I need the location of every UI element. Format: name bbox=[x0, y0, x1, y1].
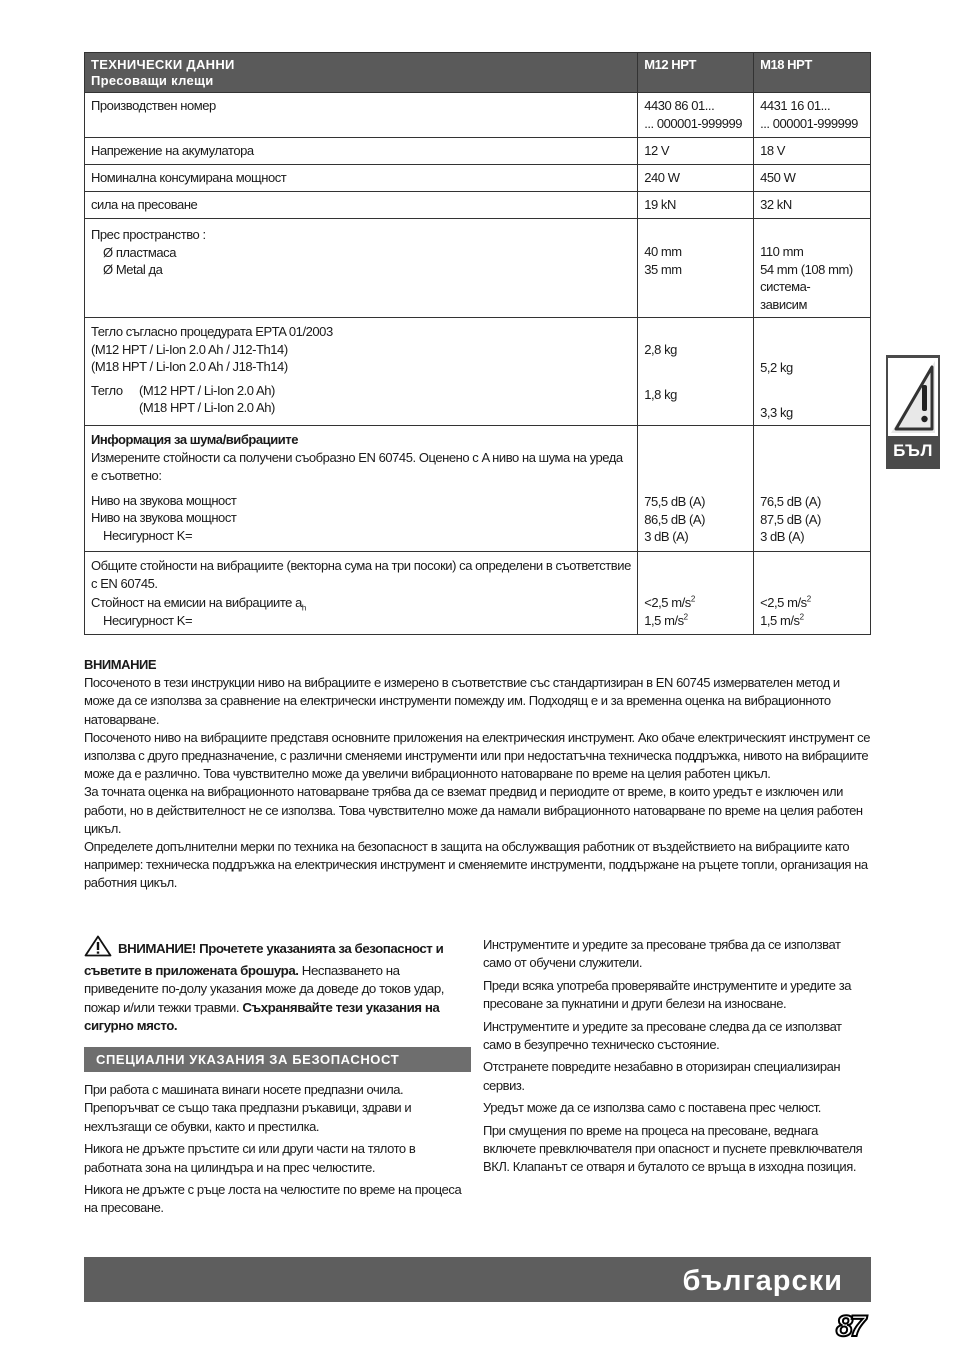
press-space-m18-note2: зависим bbox=[760, 296, 807, 312]
press-space-m18-note1: система- bbox=[760, 279, 811, 294]
noise-line3: Несигурност K= bbox=[103, 527, 193, 543]
row-value-m12 bbox=[638, 93, 754, 138]
column-header-m18: M18 HPT bbox=[754, 53, 871, 93]
press-space-m18-metal: 54 mm (108 mm) bbox=[760, 261, 853, 277]
vibration-m12-1-sup: 2 bbox=[690, 594, 695, 604]
row-value-m12: 240 W bbox=[638, 165, 754, 192]
vibration-m12-1-text: <2,5 m/s bbox=[644, 595, 691, 610]
noise-m12-2: 86,5 dB (A) bbox=[644, 511, 705, 527]
table-row bbox=[85, 192, 871, 219]
weight-line1: Тегло съгласно процедурата EPTA 01/2003 bbox=[91, 324, 333, 339]
table-row bbox=[85, 318, 871, 426]
noise-line2: Ниво на звукова мощност bbox=[91, 510, 237, 525]
column-header-m12: M12 HPT bbox=[638, 53, 754, 93]
table-subtitle: Пресоващи клещи bbox=[91, 73, 214, 88]
safety-left-column bbox=[84, 1081, 472, 1222]
noise-m12-1: 75,5 dB (A) bbox=[644, 494, 705, 509]
row-value-m18 bbox=[754, 219, 871, 318]
row-label bbox=[85, 219, 638, 318]
vibration-intro: Общите стойности на вибрациите (векторна сума на три посоки) са определени в съответствие с EN 60745. bbox=[91, 558, 631, 591]
safety-paragraph: При работа с машината винаги носете предпазни очила. Препоръчват се също така предпазни ръкавици, здрави и нехлъзгащи се обувки, както и престилка. bbox=[84, 1082, 412, 1134]
safety-warning-text bbox=[84, 935, 472, 1035]
vibration-m18-2-sup: 2 bbox=[799, 612, 804, 622]
language-side-tab bbox=[886, 355, 940, 469]
vibration-line1-text: Стойност на емисии на вибрациите a bbox=[91, 595, 302, 610]
row-value-m18 bbox=[754, 318, 871, 426]
vibration-notice bbox=[84, 656, 871, 893]
table-row bbox=[85, 138, 871, 165]
technical-data-table bbox=[84, 52, 871, 635]
vibration-line1 bbox=[91, 594, 631, 612]
notice-heading: ВНИМАНИЕ bbox=[84, 657, 157, 672]
vibration-m12-1 bbox=[644, 594, 747, 612]
table-header-row bbox=[85, 53, 871, 93]
safety-paragraph: Уредът може да се използва само с поставена прес челюст. bbox=[483, 1100, 821, 1116]
vibration-m18-2-text: 1,5 m/s bbox=[760, 612, 800, 628]
row-label: Номинална консумирана мощност bbox=[85, 165, 638, 192]
safety-paragraph: Отстранете повредите незабавно в оторизиран специализиран сервиз. bbox=[483, 1059, 841, 1093]
safety-paragraph: Никога не дръжте с ръце лоста на челюстите по време на процеса на пресоване. bbox=[84, 1182, 462, 1216]
row-value-m12 bbox=[638, 426, 754, 552]
vibration-m18-2 bbox=[760, 612, 864, 630]
weight-m12-tool: 1,8 kg bbox=[644, 386, 677, 402]
row-value-m18: 18 V bbox=[754, 138, 871, 165]
press-space-m12-metal: 35 mm bbox=[644, 261, 682, 277]
noise-heading: Информация за шума/вибрациите bbox=[91, 432, 298, 447]
table-row bbox=[85, 93, 871, 138]
weight-m12-epta: 2,8 kg bbox=[644, 342, 677, 357]
row-value-m18 bbox=[754, 552, 871, 635]
row-label bbox=[85, 552, 638, 635]
safety-paragraph: Инструментите и уредите за пресоване трябва да се използват само от обучени служители. bbox=[483, 937, 841, 971]
table-row bbox=[85, 552, 871, 635]
safety-right-column bbox=[483, 936, 871, 1181]
press-space-m18-plastic: 110 mm bbox=[760, 244, 804, 259]
noise-m12-3: 3 dB (A) bbox=[644, 529, 689, 544]
press-space-label: Прес пространство : bbox=[91, 227, 206, 242]
row-value-m12 bbox=[638, 318, 754, 426]
row-value-m18 bbox=[754, 93, 871, 138]
safety-paragraph: Инструментите и уредите за пресоване следва да се използват само в безупречно техническо състояние. bbox=[483, 1018, 842, 1053]
weight-m18-epta: 5,2 kg bbox=[760, 360, 793, 375]
serial-m18-line2: ... 000001-999999 bbox=[760, 115, 858, 131]
serial-m12-line2: ... 000001-999999 bbox=[644, 115, 743, 131]
language-code: БЪЛ bbox=[893, 441, 933, 460]
weight-m18-tool: 3,3 kg bbox=[760, 404, 793, 420]
serial-m18-line1: 4431 16 01... bbox=[760, 98, 831, 113]
weight-line2: (M12 HPT / Li-Ion 2.0 Ah / J12-Th14) bbox=[91, 341, 288, 357]
press-space-m12-plastic: 40 mm bbox=[644, 244, 682, 259]
noise-m18-3: 3 dB (A) bbox=[760, 529, 805, 544]
safety-warning bbox=[84, 935, 472, 1039]
row-label: Напрежение на акумулатора bbox=[85, 138, 638, 165]
vibration-m12-2 bbox=[644, 612, 747, 630]
vibration-m12-2-sup: 2 bbox=[683, 612, 688, 622]
vibration-line1-sub: h bbox=[301, 603, 306, 613]
vibration-m18-1 bbox=[760, 594, 864, 612]
notice-paragraph: За точната оценка на вибрационното натоварване трябва да се вземат предвид и периодите от време, в които уредът е изключен или работи, но в действителност не се използва. Това чувствително може да намали вибрационното натоварване по време на целия работен цикъл. bbox=[84, 784, 863, 836]
page-number: 87 bbox=[836, 1310, 864, 1343]
vibration-m18-1-text: <2,5 m/s bbox=[760, 595, 807, 610]
weight-line5: (M18 HPT / Li-Ion 2.0 Ah) bbox=[139, 400, 275, 415]
warning-icon bbox=[888, 358, 938, 436]
table-title: ТЕХНИЧЕСКИ ДАННИ bbox=[91, 57, 235, 72]
weight-line4-label: Тегло bbox=[91, 382, 123, 398]
press-space-plastic: Ø пластмаса bbox=[103, 244, 176, 260]
safety-paragraph: Преди всяка употреба проверявайте инструментите и уредите за пресоване за пукнатини и други белези на износване. bbox=[483, 977, 851, 1012]
row-value-m12: 19 kN bbox=[638, 192, 754, 219]
safety-paragraph: При смущения по време на процеса на пресоване, веднага включете превключвателя при опасност и пуснете превключвателя ВКЛ. Клапанът се отваря и буталото се връща в изходна позиция. bbox=[483, 1122, 863, 1175]
warning-bold-tail: Съхранявайте тези указания на сигурно място. bbox=[84, 999, 440, 1033]
table-row bbox=[85, 165, 871, 192]
row-label bbox=[85, 426, 638, 552]
serial-m12-line1: 4430 86 01... bbox=[644, 98, 715, 113]
row-label: Производствен номер bbox=[85, 93, 638, 138]
noise-line1: Ниво на звукова мощност bbox=[91, 492, 237, 508]
row-value-m12 bbox=[638, 219, 754, 318]
row-value-m12 bbox=[638, 552, 754, 635]
row-value-m18 bbox=[754, 426, 871, 552]
safety-paragraph: Никога не дръжте пръстите си или други части на тялото в работната зона на цилиндъра и на прес челюстите. bbox=[84, 1141, 416, 1175]
table-row bbox=[85, 219, 871, 318]
noise-intro: Измерените стойности са получени съобразно EN 60745. Оценено с A ниво на шума на уреда е съответно: bbox=[91, 449, 623, 483]
warning-bold-lead: ВНИМАНИЕ! Прочетете указанията за безопасност и съветите в приложената брошура. bbox=[84, 941, 444, 979]
warning-body: Неспазването на приведените по-долу указания може да доведе до токов удар, пожар и/или тежки травми. bbox=[84, 963, 445, 1015]
noise-m18-2: 87,5 dB (A) bbox=[760, 511, 821, 527]
warning-triangle-icon bbox=[84, 935, 112, 962]
spacer bbox=[644, 359, 747, 386]
notice-paragraph: Определете допълнителни мерки по техника на безопасност в защита на обслужващия работник от въздействието на вибрациите като например: техническа поддръжка на електрическия инструмент и сменяемите инструменти, поддържане на ръцете топли, организация на работния цикъл. bbox=[84, 839, 868, 891]
weight-line4-model: (M12 HPT / Li-Ion 2.0 Ah) bbox=[139, 382, 275, 398]
notice-paragraph: Посоченото в тези инструкции ниво на вибрациите е измерено в съответствие със стандартизиран в EN 60745 измервателен метод и може да се използва за сравнение на електрически инструменти помежду им. Подходящ е и за временна оценка на вибрационното натоварване. bbox=[84, 675, 840, 727]
vibration-m18-1-sup: 2 bbox=[806, 594, 811, 604]
press-space-metal: Ø Metal да bbox=[103, 262, 163, 277]
footer-language-bar: български bbox=[84, 1257, 871, 1302]
noise-m18-1: 76,5 dB (A) bbox=[760, 494, 821, 509]
row-value-m18: 32 kN bbox=[754, 192, 871, 219]
table-header-title-cell bbox=[85, 53, 638, 93]
row-value-m18: 450 W bbox=[754, 165, 871, 192]
weight-line3: (M18 HPT / Li-Ion 2.0 Ah / J18-Th14) bbox=[91, 359, 288, 374]
vibration-line2: Несигурност K= bbox=[103, 612, 193, 628]
row-label: сила на пресоване bbox=[85, 192, 638, 219]
row-label bbox=[85, 318, 638, 426]
spacer bbox=[760, 377, 864, 404]
notice-paragraph: Посоченото ниво на вибрациите представя основните приложения на електрическия инструмент. Ако обаче електрическият инструмент се използва с друго предназначение, с различни сменяеми инструменти или при недостатъчна техническа поддръжка, нивото на вибрациите може да е различно. Това чувствително може да увеличи вибрационното натоварване по време на целия работен цикъл. bbox=[84, 729, 870, 782]
weight-line4 bbox=[91, 382, 631, 400]
row-value-m12: 12 V bbox=[638, 138, 754, 165]
section-title-bar: СПЕЦИАЛНИ УКАЗАНИЯ ЗА БЕЗОПАСНОСТ bbox=[84, 1047, 471, 1072]
vibration-m12-2-text: 1,5 m/s bbox=[644, 612, 684, 628]
table-row bbox=[85, 426, 871, 552]
